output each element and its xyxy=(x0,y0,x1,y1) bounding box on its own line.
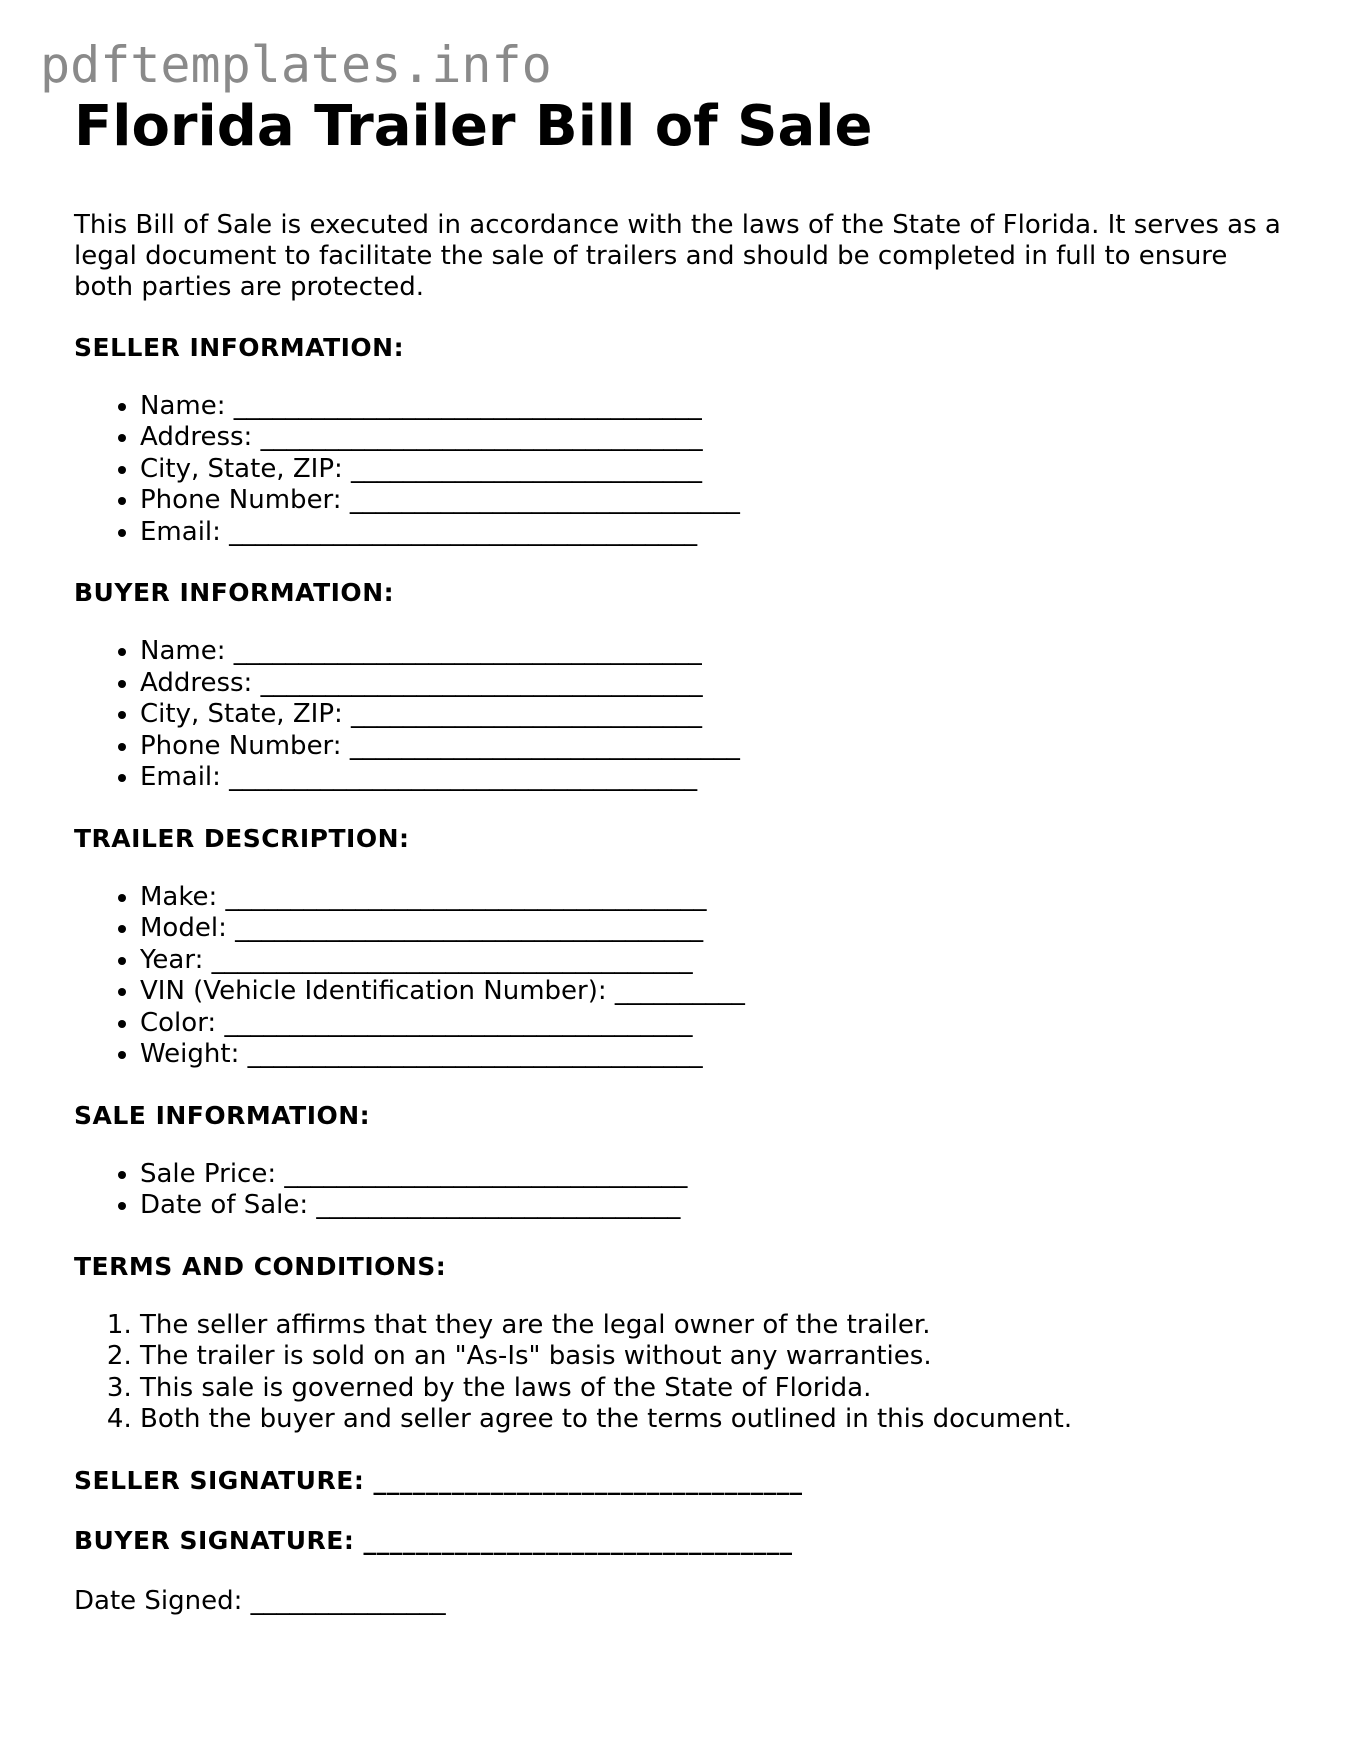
trailer-section-heading: TRAILER DESCRIPTION: xyxy=(74,823,410,853)
sale-price-field[interactable]: • Sale Price: _______________________________ xyxy=(140,1159,1284,1191)
term-item: 4. Both the buyer and seller agree to the terms outlined in this document. xyxy=(140,1404,1284,1436)
seller-name-field[interactable]: • Name: ____________________________________ xyxy=(140,391,1284,423)
seller-signature-line[interactable]: SELLER SIGNATURE: _________________________________ xyxy=(74,1465,803,1495)
intro-paragraph: This Bill of Sale is executed in accordance with the laws of the State of Florida. It serves as a legal document to facilitate the sale of trailers and should be completed in full to ensure both parties are protected. xyxy=(74,209,1281,302)
trailer-weight-field[interactable]: • Weight: ___________________________________ xyxy=(140,1039,1284,1071)
sale-fields-list xyxy=(74,1159,1284,1222)
watermark-text: pdftemplates.info xyxy=(40,36,552,94)
sale-section-heading: SALE INFORMATION: xyxy=(74,1100,371,1130)
buyer-email-field[interactable]: • Email: ____________________________________ xyxy=(140,762,1284,794)
buyer-section-heading: BUYER INFORMATION: xyxy=(74,578,395,608)
seller-fields-list xyxy=(74,391,1284,549)
buyer-fields-list xyxy=(74,636,1284,794)
buyer-name-field[interactable]: • Name: ____________________________________ xyxy=(140,636,1284,668)
buyer-city-state-zip-field[interactable]: • City, State, ZIP: ___________________________ xyxy=(140,699,1284,731)
seller-city-state-zip-field[interactable]: • City, State, ZIP: ___________________________ xyxy=(140,454,1284,486)
buyer-address-field[interactable]: • Address: __________________________________ xyxy=(140,668,1284,700)
term-item: 2. The trailer is sold on an "As-Is" basis without any warranties. xyxy=(140,1341,1284,1373)
trailer-year-field[interactable]: • Year: _____________________________________ xyxy=(140,945,1284,977)
sale-date-field[interactable]: • Date of Sale: ____________________________ xyxy=(140,1190,1284,1222)
terms-list xyxy=(74,1310,1284,1436)
seller-email-field[interactable]: • Email: ____________________________________ xyxy=(140,517,1284,549)
term-item: 3. This sale is governed by the laws of the State of Florida. xyxy=(140,1373,1284,1405)
document-title: Florida Trailer Bill of Sale xyxy=(74,94,873,159)
date-signed-line[interactable]: Date Signed: _______________ xyxy=(74,1585,446,1616)
seller-address-field[interactable]: • Address: __________________________________ xyxy=(140,422,1284,454)
trailer-vin-field[interactable]: • VIN (Vehicle Identification Number): __________ xyxy=(140,976,1284,1008)
buyer-phone-field[interactable]: • Phone Number: ______________________________ xyxy=(140,731,1284,763)
trailer-make-field[interactable]: • Make: _____________________________________ xyxy=(140,882,1284,914)
seller-section-heading: SELLER INFORMATION: xyxy=(74,332,405,362)
document xyxy=(74,96,1284,1616)
term-item: 1. The seller affirms that they are the legal owner of the trailer. xyxy=(140,1310,1284,1342)
terms-section-heading: TERMS AND CONDITIONS: xyxy=(74,1251,447,1281)
trailer-color-field[interactable]: • Color: ____________________________________ xyxy=(140,1008,1284,1040)
seller-phone-field[interactable]: • Phone Number: ______________________________ xyxy=(140,485,1284,517)
trailer-model-field[interactable]: • Model: ____________________________________ xyxy=(140,913,1284,945)
buyer-signature-line[interactable]: BUYER SIGNATURE: _________________________________ xyxy=(74,1525,793,1555)
trailer-fields-list xyxy=(74,882,1284,1071)
